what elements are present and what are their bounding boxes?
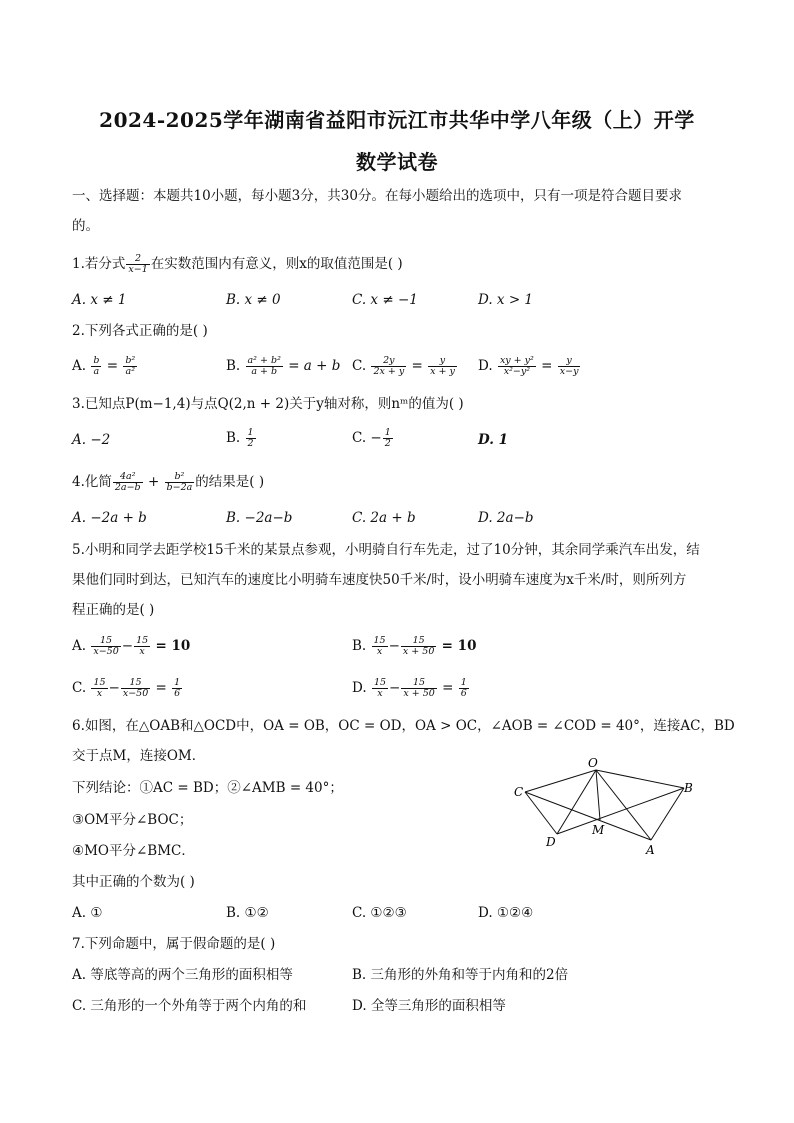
question-5-option-a: A. $\frac{15}{x-50}$ − $\frac{15}{x}$ = 10: [72, 635, 191, 657]
question-4-option-b: B. −2a−b: [226, 510, 293, 526]
question-2-option-a: A. $\frac{b}{a}$ = $\frac{\text{b²}}{\text{a²}}$: [72, 355, 136, 377]
question-4-option-d: D. 2a−b: [478, 510, 534, 526]
question-4-stem: 4.化简 $\frac{\text{4a²}}{2a-b}$ + $\frac{\text{b²}}{b-2a}$ 的结果是( ): [72, 471, 265, 493]
label-d: D: [546, 835, 556, 849]
question-5-stem-line2: 果他们同时到达，已知汽车的速度比小明骑车速度快50千米/时，设小明骑车速度为x千米/时，则所列方: [72, 572, 687, 588]
question-2-stem: 2.下列各式正确的是( ): [72, 323, 208, 339]
question-1-option-d: D. x > 1: [478, 292, 534, 308]
question-6-stem-line2: 交于点M，连接OM．: [72, 748, 206, 764]
question-6-conclusions-3: ④MO平分∠BMC．: [72, 843, 195, 859]
question-3-option-d: D. 1: [478, 432, 509, 448]
question-4-option-a: A. −2a + b: [72, 510, 147, 526]
question-5-option-b: B. $\frac{15}{x}$ − $\frac{15}{x + 50}$ = 10: [352, 635, 477, 657]
segment-od: [557, 770, 596, 834]
segment-ob: [596, 770, 684, 788]
question-7-option-a: A. 等底等高的两个三角形的面积相等: [72, 967, 293, 983]
question-6-option-d: D. ①②④: [478, 905, 534, 921]
question-5-stem-line3: 程正确的是( ): [72, 602, 155, 618]
question-6-option-c: C. ①②③: [352, 905, 407, 921]
question-1-option-c: C. x ≠ −1: [352, 292, 418, 308]
segment-ab: [651, 788, 684, 840]
label-m: M: [592, 823, 605, 837]
question-3-option-b: B. $\frac{1}{2}$: [226, 427, 254, 449]
geometry-figure: [500, 754, 710, 858]
question-7-option-c: C. 三角形的一个外角等于两个内角的和: [72, 998, 307, 1014]
question-6-stem-line6: 其中正确的个数为( ): [72, 874, 195, 890]
segment-oc: [525, 770, 596, 792]
question-6-conclusions-2: ③OM平分∠BOC；: [72, 812, 193, 828]
exam-title-line1: 2024-2025学年湖南省益阳市沅江市共华中学八年级（上）开学: [99, 108, 695, 132]
section-instruction: 一、选择题：本题共10小题，每小题3分，共30分。在每小题给出的选项中，只有一项是符合题目要求: [72, 188, 682, 204]
question-2-option-b: B. $\frac{\text{a² + b²}}{a + b}$ = a + b: [226, 355, 341, 377]
question-6-option-a: A. ①: [72, 905, 103, 921]
question-7-option-d: D. 全等三角形的面积相等: [352, 998, 506, 1014]
question-6-option-b: B. ①②: [226, 905, 269, 921]
question-1-stem: 1.若分式 $\frac{2}{x-1}$ 在实数范围内有意义，则x的取值范围是( ): [72, 253, 403, 275]
question-4-option-c: C. 2a + b: [352, 510, 416, 526]
label-o: O: [588, 756, 598, 770]
label-a: A: [646, 843, 655, 857]
question-3-option-c: C. − $\frac{1}{2}$: [352, 427, 391, 449]
question-7-option-b: B. 三角形的外角和等于内角和的2倍: [352, 967, 569, 983]
section-instruction-cont: 的。: [72, 218, 99, 234]
question-2-option-c: C. $\frac{2y}{2x + y}$ = $\frac{y}{x + y}$: [352, 355, 455, 377]
question-5-option-d: D. $\frac{15}{x}$ − $\frac{15}{x + 50}$ = $\frac{1}{6}$: [352, 677, 467, 699]
exam-title-line2: 数学试卷: [356, 150, 438, 174]
question-5-stem-line1: 5.小明和同学去距学校15千米的某景点参观，小明骑自行车先走，过了10分钟，其余同学乘汽车出发，结: [72, 542, 700, 558]
question-1-option-b: B. x ≠ 0: [226, 292, 281, 308]
question-6-conclusions-1: 下列结论：①AC = BD；②∠AMB = 40°；: [72, 780, 343, 796]
question-1-option-a: A. x ≠ 1: [72, 292, 127, 308]
label-c: C: [514, 785, 524, 799]
question-5-option-c: C. $\frac{15}{x}$ − $\frac{15}{x-50}$ = $\frac{1}{6}$: [72, 677, 181, 699]
question-7-stem: 7.下列命题中，属于假命题的是( ): [72, 936, 276, 952]
question-3-stem: 3.已知点P(m−1,4)与点Q(2,n + 2)关于y轴对称，则nᵐ的值为( ): [72, 396, 464, 412]
label-b: B: [684, 781, 693, 795]
question-2-option-d: D. $\frac{\text{xy + y²}}{\text{x²−y²}}$ = $\frac{y}{x-y}$: [478, 355, 579, 377]
fraction: $\frac{2}{x-1}$: [128, 253, 148, 275]
segment-om: [596, 770, 600, 820]
question-6-stem-line1: 6.如图，在△OAB和△OCD中，OA = OB，OC = OD，OA > OC，∠AOB = ∠COD = 40°，连接AC，BD: [72, 718, 735, 734]
question-3-option-a: A. −2: [72, 432, 111, 448]
